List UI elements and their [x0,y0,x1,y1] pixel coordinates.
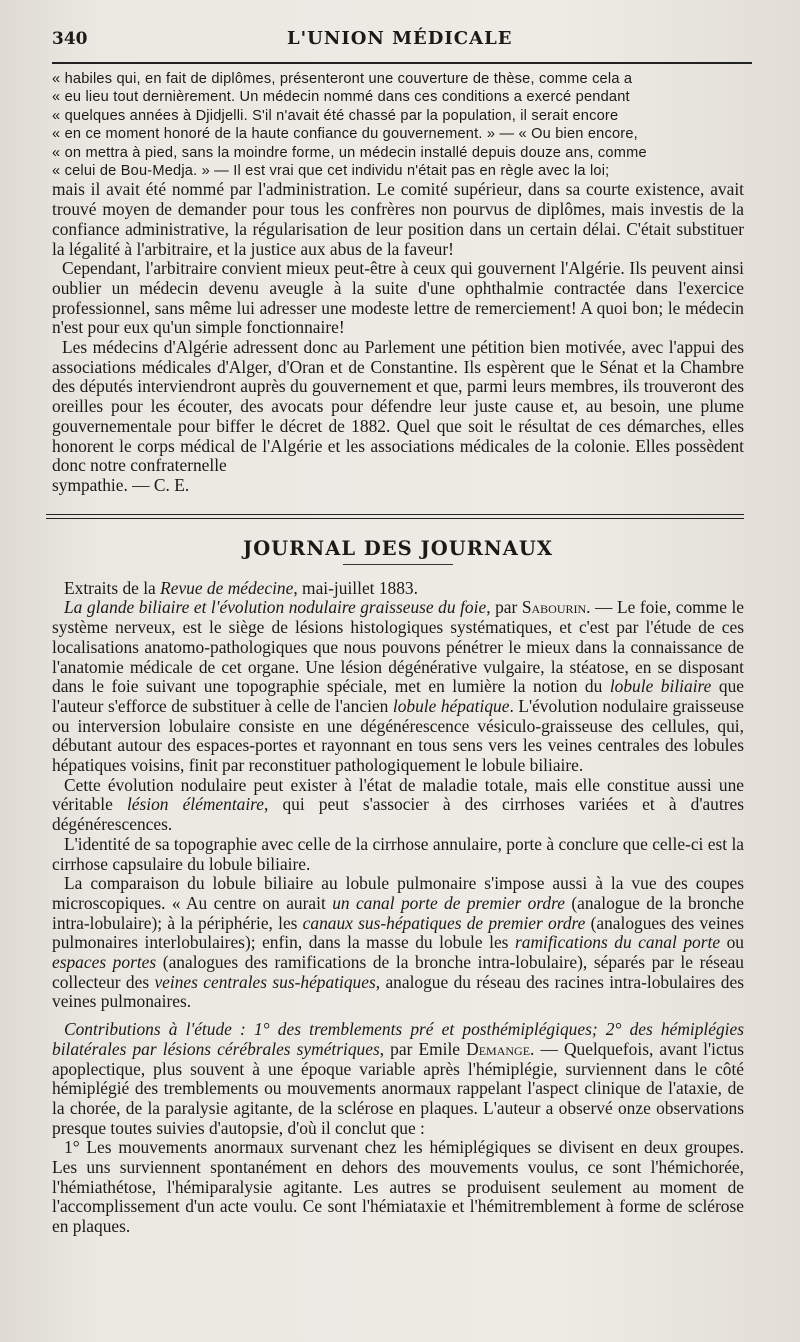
text-run: . — Le foie, comme le système nerveux, est le siège de lésions histologiques systématiques, et c'est par l'étude de ces localisations anatomo-pathologiques que nous pouvons pénétrer le mieux dans la connaissance de l'anatomie médicale de cet organe. Une lésion dégénérative vulgaire, la stéatose, en se disposant dans le foie suivant une topographie spéciale, met en lumière la notion du [52,597,745,697]
term: canaux sus-hépatiques de premier ordre [302,912,586,933]
term: veines centrales sus-hépatiques [154,971,376,992]
journal-name: Revue de médecine [160,577,294,598]
quote-line: « on mettra à pied, sans la moindre forme, un médecin installé depuis douze ans, comme [52,144,647,161]
paragraph: Les médecins d'Algérie adressent donc au Parlement une pétition bien motivée, avec l'appui des associations médicales d'Alger, d'Oran et de Constantine. Ils espèrent que le Sénat et la Chambre des députés interviendront auprès du gouvernement et que, parmi leurs membres, ils trouveront des oreilles pour les écouter, des avocats pour défendre leur juste cause et, au besoin, une plume gouvernementale pour biffer le décret de 1882. Quel que soit le résultat de ces démarches, elles honorent le corps médical de l'Algérie et les associations médicales de la colonie. Elles possèdent donc notre confraternelle [52,337,744,476]
title-underline [343,564,453,565]
article-paragraph [52,1020,744,1138]
lead-suffix: , mai-juillet 1883. [293,577,418,598]
section-divider [46,514,744,519]
article-paragraph: 1° Les mouvements anormaux survenant chez les hémiplégiques se divisent en deux groupes. Les uns surviennent spontanément en dehors des mouvements voulus, ce sont l'hémichorée, l'hémiathétose, l'hémiparalysie agitante. Les autres se produisent seulement au moment de l'accomplissement d'un acte voulu. Ce sont l'hémiataxie et l'hémitremblement à forme de sclérose en plaques. [52,1137,744,1237]
article-author: Sabourin [521,597,587,618]
continuation-text [52,70,744,496]
header-rule [52,62,752,64]
term: lobule biliaire [609,676,712,697]
article-paragraph [52,776,744,835]
text-run: (analogues des ramifications de la bronche intra-lobulaire), séparés par le réseau collecteur des [52,952,744,992]
quote-line: « eu lieu tout dernièrement. Un médecin nommé dans ces conditions a exercé pendant [52,89,630,106]
signature: sympathie. — C. E. [52,474,190,495]
quote-line: « celui de Bou-Medja. » — Il est vrai que cet individu n'était pas en règle avec la loi; [52,163,610,180]
quote-line: « habiles qui, en fait de diplômes, présenteront une couverture de thèse, comme cela a [52,71,633,87]
quoted-passage [52,70,744,180]
article-paragraph: L'identité de sa topographie avec celle de la cirrhose annulaire, porte à conclure que celle-ci est la cirrhose capsulaire du lobule biliaire. [52,833,744,874]
byline: , par [486,597,522,618]
text-run: (analogue de la bronche intra-lobulaire); à la périphérie, les [52,892,744,933]
article-title: Contributions à l'étude : 1° des tremblements pré et posthémiplégiques; 2° des hémiplégies bilatérales par lésions cérébrales symétriques [52,1019,744,1059]
quote-line: « en ce moment honoré de la haute confiance du gouvernement. » — « Ou bien encore, [52,126,638,143]
page-number: 340 [52,29,88,49]
text-run: . L'évolution nodulaire graisseuse ou interversion lobulaire consiste en une dégénérescence vésiculo-graisseuse des cellules, qui, débutant autour des espaces-portes et rayonnant en tous sens vers les veines centrales des lobules hépatiques voisins, finit par reconstituer pathologiquement le lobule biliaire. [52,695,744,776]
text-run: ou [720,932,744,953]
article-paragraph [52,874,744,1012]
term: lobule hépatique [392,695,510,716]
lead-prefix: Extraits de la [64,577,161,598]
running-title: L'UNION MÉDICALE [287,28,513,49]
term: lésion élémentaire [126,794,265,815]
text-run: , analogue du réseau des racines intra-lobulaires des veines pulmonaires. [52,971,744,1012]
section-lead [52,579,744,599]
text-run: (analogues des veines pulmonaires interlobulaires); enfin, dans la masse du lobule les [52,912,744,953]
paragraph: Cependant, l'arbitraire convient mieux peut-être à ceux qui gouvernent l'Algérie. Ils peuvent ainsi oublier un médecin devenu aveugle à la suite d'une ophthalmie contractée dans l'exercice professionnel, sans même lui adresser une modeste lettre de remerciement! A quoi bon; le médecin n'est pour eux qu'un simple fonctionnaire! [52,258,744,338]
section-title: JOURNAL DES JOURNAUX [242,536,554,560]
text-run: , qui peut s'associer à des cirrhoses variées et à d'autres dégénérescences. [52,794,744,835]
text-run: Cette évolution nodulaire peut exister à l'état de maladie totale, mais elle constitue aussi une véritable [52,774,744,815]
text-run: que l'auteur s'efforce de substituer à celle de l'ancien [52,676,744,716]
byline: , par Emile [379,1038,467,1059]
article-author: Demange [466,1038,531,1059]
article-title: La glande biliaire et l'évolution nodulaire graisseuse du foie [64,597,487,618]
page-header [52,28,744,54]
quote-line: « quelques années à Djidjelli. S'il n'avait été chassé par la population, il serait encore [52,107,619,124]
term: ramifications du canal porte [514,932,721,953]
text-run: La comparaison du lobule biliaire au lobule pulmonaire s'impose aussi à la vue des coupes microscopiques. « Au centre on aurait [52,873,744,913]
term: espaces portes [52,952,157,973]
text-run: . — Quelquefois, avant l'ictus apoplectique, plus souvent à une époque variable après l'hémiplégie, surviennent dans le côté hémiplégié des tremblements ou mouvements anormaux rappelant l'aspect clinique de l'ataxie, de la chorée, de la paralysie agitante, de la sclérose en plaques. L'auteur a observé onze observations presque toutes suivies d'autopsie, d'où il conclut que : [52,1038,744,1138]
term: un canal porte de premier ordre [332,892,565,913]
article-paragraph [52,598,744,775]
paragraph: mais il avait été nommé par l'administration. Le comité supérieur, dans sa courte existence, avait trouvé moyen de demander pour tous les confrères non pourvus de diplômes, mais investis de la confiance administrative, la régularisation de leur position dans un certain délai. C'était substituer la légalité à l'arbitraire, et la justice aux abus de la faveur! [52,179,744,259]
